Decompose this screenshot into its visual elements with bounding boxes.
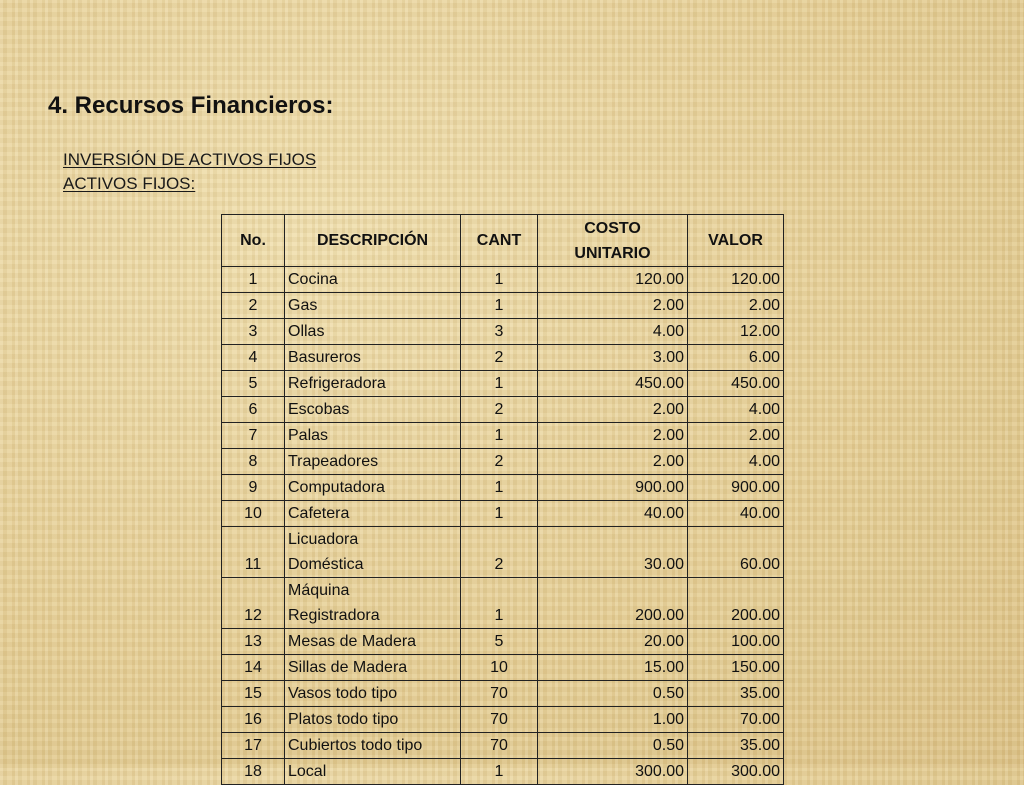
row-number: 15 (222, 681, 285, 707)
row-description-line1: Máquina (288, 582, 350, 599)
row-value: 2.00 (688, 293, 784, 319)
row-value: 6.00 (688, 345, 784, 371)
table-row (222, 655, 784, 681)
row-description-line1: Local (288, 763, 327, 780)
row-description-line1: Ollas (288, 323, 325, 340)
row-unit-cost: 0.50 (538, 681, 688, 707)
row-number: 10 (222, 501, 285, 527)
row-quantity: 1 (461, 293, 538, 319)
row-unit-cost: 1.00 (538, 707, 688, 733)
table-body (222, 267, 784, 785)
row-description-line1: Palas (288, 427, 329, 444)
row-description-line1: Trapeadores (288, 453, 379, 470)
row-description (285, 267, 461, 293)
table-row (222, 707, 784, 733)
table-row (222, 423, 784, 449)
header-descripcion: DESCRIPCIÓN (285, 215, 461, 267)
row-quantity: 2 (461, 449, 538, 475)
row-description-line1: Licuadora (288, 531, 359, 548)
row-value: 150.00 (688, 655, 784, 681)
row-quantity: 1 (461, 578, 538, 629)
row-unit-cost: 15.00 (538, 655, 688, 681)
row-unit-cost: 2.00 (538, 449, 688, 475)
row-description-line1: Sillas de Madera (288, 659, 408, 676)
row-description-line1: Refrigeradora (288, 375, 386, 392)
fixed-assets-table (221, 214, 784, 785)
row-number: 11 (222, 527, 285, 578)
row-description (285, 578, 461, 629)
header-costo-line2: UNITARIO (574, 244, 651, 262)
row-unit-cost: 0.50 (538, 733, 688, 759)
row-description (285, 759, 461, 785)
row-description (285, 293, 461, 319)
row-unit-cost: 3.00 (538, 345, 688, 371)
row-unit-cost: 2.00 (538, 397, 688, 423)
row-number: 4 (222, 345, 285, 371)
row-number: 6 (222, 397, 285, 423)
row-value: 4.00 (688, 397, 784, 423)
row-unit-cost: 40.00 (538, 501, 688, 527)
row-quantity: 1 (461, 371, 538, 397)
row-value: 4.00 (688, 449, 784, 475)
row-quantity: 2 (461, 397, 538, 423)
row-description-line1: Platos todo tipo (288, 711, 399, 728)
row-description (285, 681, 461, 707)
table-row (222, 293, 784, 319)
row-quantity: 1 (461, 759, 538, 785)
row-number: 8 (222, 449, 285, 475)
row-description-line1: Gas (288, 297, 318, 314)
table-row (222, 267, 784, 293)
row-description (285, 371, 461, 397)
row-value: 100.00 (688, 629, 784, 655)
row-value: 40.00 (688, 501, 784, 527)
row-unit-cost: 450.00 (538, 371, 688, 397)
row-number: 18 (222, 759, 285, 785)
row-value: 35.00 (688, 681, 784, 707)
row-unit-cost: 2.00 (538, 423, 688, 449)
row-number: 9 (222, 475, 285, 501)
row-description-line2: Doméstica (288, 556, 364, 573)
header-no: No. (222, 215, 285, 267)
row-value: 12.00 (688, 319, 784, 345)
table-row (222, 681, 784, 707)
header-costo-line1: COSTO (584, 219, 641, 237)
row-number: 1 (222, 267, 285, 293)
row-quantity: 1 (461, 501, 538, 527)
table-row (222, 397, 784, 423)
section-subtitle-inversion: INVERSIÓN DE ACTIVOS FIJOS (63, 150, 317, 169)
table-row (222, 759, 784, 785)
row-value: 900.00 (688, 475, 784, 501)
table-row (222, 345, 784, 371)
row-description (285, 319, 461, 345)
row-number: 12 (222, 578, 285, 629)
table-row (222, 578, 784, 629)
row-description-line1: Cubiertos todo tipo (288, 737, 423, 754)
row-description-line1: Escobas (288, 401, 350, 418)
row-description-line1: Cocina (288, 271, 338, 288)
row-quantity: 2 (461, 345, 538, 371)
table-row (222, 475, 784, 501)
row-description (285, 345, 461, 371)
row-description-line1: Vasos todo tipo (288, 685, 398, 702)
row-description (285, 449, 461, 475)
row-number: 7 (222, 423, 285, 449)
row-description-line1: Mesas de Madera (288, 633, 417, 650)
row-value: 70.00 (688, 707, 784, 733)
table-header-row (222, 215, 784, 267)
row-description-line1: Basureros (288, 349, 361, 366)
table-row (222, 501, 784, 527)
table-row (222, 629, 784, 655)
row-number: 5 (222, 371, 285, 397)
row-value: 200.00 (688, 578, 784, 629)
row-quantity: 10 (461, 655, 538, 681)
table-row (222, 527, 784, 578)
row-description (285, 475, 461, 501)
row-description (285, 397, 461, 423)
row-description (285, 629, 461, 655)
table-row (222, 371, 784, 397)
row-unit-cost: 2.00 (538, 293, 688, 319)
row-quantity: 3 (461, 319, 538, 345)
table-row (222, 449, 784, 475)
section-subtitle-activos: ACTIVOS FIJOS: (63, 174, 196, 193)
row-description-line1: Cafetera (288, 505, 350, 522)
row-value: 2.00 (688, 423, 784, 449)
table-header (222, 215, 784, 267)
row-value: 450.00 (688, 371, 784, 397)
page-title: 4. Recursos Financieros: (48, 92, 334, 119)
row-number: 3 (222, 319, 285, 345)
row-unit-cost: 4.00 (538, 319, 688, 345)
header-cant: CANT (461, 215, 538, 267)
row-number: 16 (222, 707, 285, 733)
row-description (285, 527, 461, 578)
row-quantity: 1 (461, 267, 538, 293)
row-number: 14 (222, 655, 285, 681)
row-quantity: 5 (461, 629, 538, 655)
row-number: 17 (222, 733, 285, 759)
header-valor: VALOR (688, 215, 784, 267)
row-unit-cost: 120.00 (538, 267, 688, 293)
row-unit-cost: 30.00 (538, 527, 688, 578)
row-unit-cost: 20.00 (538, 629, 688, 655)
row-number: 2 (222, 293, 285, 319)
row-number: 13 (222, 629, 285, 655)
row-unit-cost: 300.00 (538, 759, 688, 785)
row-description (285, 501, 461, 527)
row-unit-cost: 900.00 (538, 475, 688, 501)
row-quantity: 70 (461, 733, 538, 759)
row-quantity: 70 (461, 681, 538, 707)
header-costo-unitario (538, 215, 688, 267)
row-description (285, 733, 461, 759)
row-quantity: 70 (461, 707, 538, 733)
row-value: 300.00 (688, 759, 784, 785)
row-value: 60.00 (688, 527, 784, 578)
row-description-line1: Computadora (288, 479, 385, 496)
row-quantity: 1 (461, 423, 538, 449)
row-value: 35.00 (688, 733, 784, 759)
row-unit-cost: 200.00 (538, 578, 688, 629)
row-value: 120.00 (688, 267, 784, 293)
row-description (285, 655, 461, 681)
row-quantity: 2 (461, 527, 538, 578)
row-description (285, 707, 461, 733)
row-description-line2: Registradora (288, 607, 380, 624)
row-quantity: 1 (461, 475, 538, 501)
table-row (222, 733, 784, 759)
row-description (285, 423, 461, 449)
table-row (222, 319, 784, 345)
